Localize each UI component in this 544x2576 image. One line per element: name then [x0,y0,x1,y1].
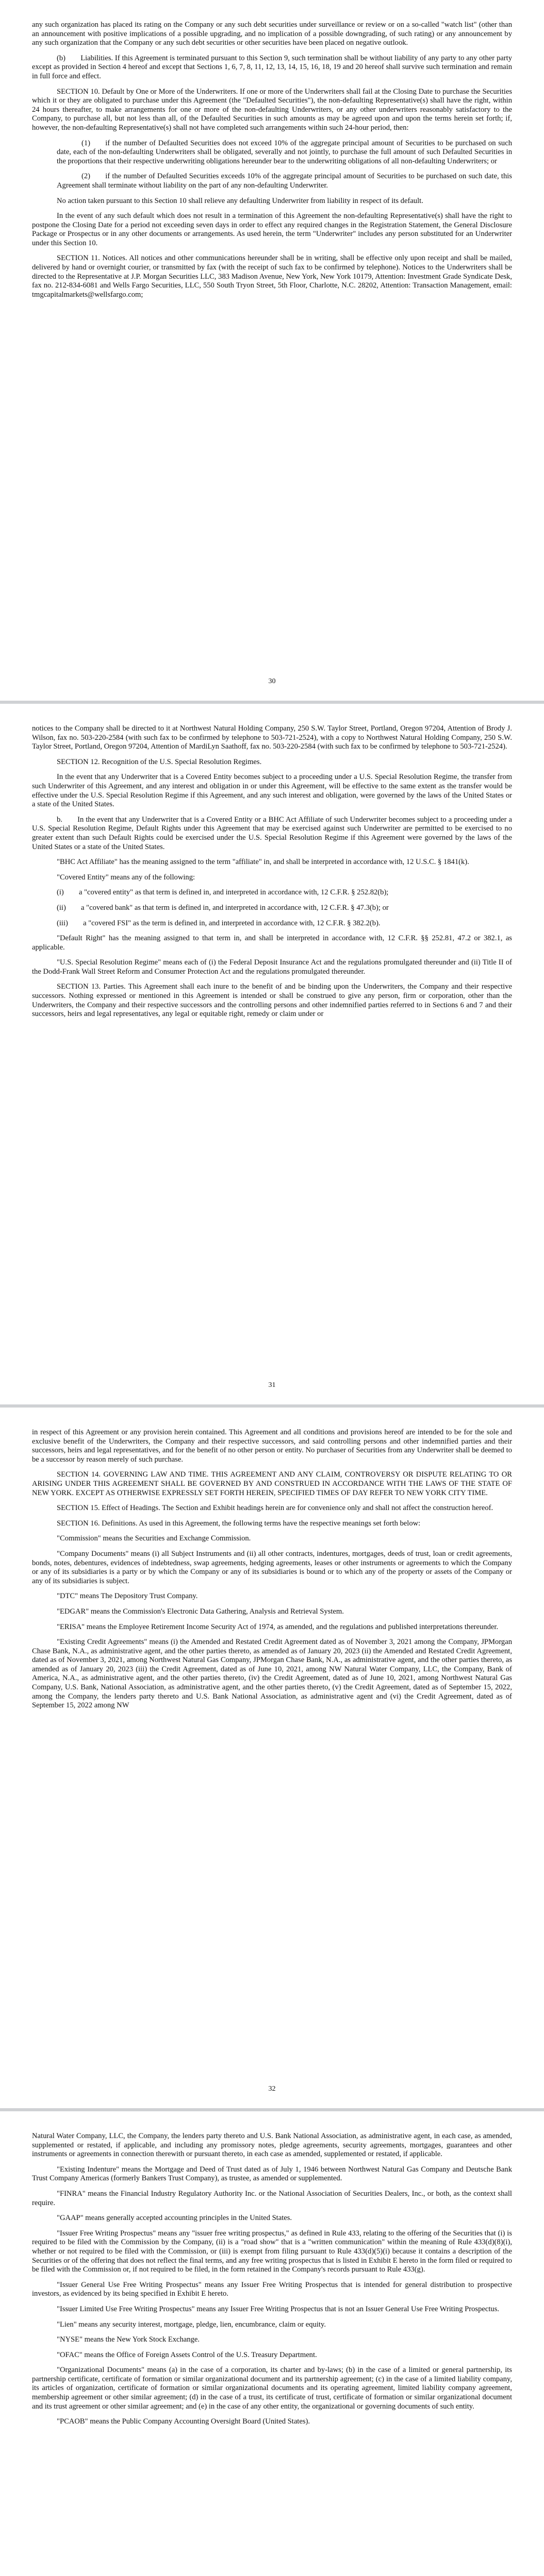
paragraph: In the event that any Underwriter that is a Covered Entity becomes subject to a proceeding under a U.S. Special Resolution Regime, the transfer from such Underwriter of this Agreement, and any interest and obligation in or under this Agreement, will be effective to the same extent as the transfer would be effective under the U.S. Special Resolution Regime if this Agreement, and any such interest and obligation, were governed by the laws of the United States or a state of the United States. [32,773,512,809]
paragraph: SECTION 10. Default by One or More of the Underwriters. If one or more of the Underwriters shall fail at the Closing Date to purchase the Securities which it or they are obligated to purchase under this Agreement (the "Defaulted Securities"), the non-defaulting Representative(s) shall have the right, within 24 hours thereafter, to make arrangements for one or more of the non-defaulting Underwriters, or any other underwriters reasonably satisfactory to the Company, to purchase all, but not less than all, of the Defaulted Securities in such amounts as may be agreed upon and upon the terms herein set forth; if, however, the non-defaulting Representative(s) shall not have completed such arrangements within such 24-hour period, then: [32,87,512,132]
page-number: 30 [268,677,276,686]
paragraph: SECTION 14. GOVERNING LAW AND TIME. THIS AGREEMENT AND ANY CLAIM, CONTROVERSY OR DISPUTE RELATING TO OR ARISING UNDER THIS AGREEMENT SHALL BE GOVERNED BY AND CONSTRUED IN ACCORDANCE WITH THE LAWS OF THE STATE OF NEW YORK. EXCEPT AS OTHERWISE EXPRESSLY SET FORTH HEREIN, SPECIFIED TIMES OF DAY REFER TO NEW YORK CITY TIME. [32,1470,512,1497]
definition: "Company Documents" means (i) all Subject Instruments and (ii) all other contracts, indentures, mortgages, deeds of trust, loan or credit agreements, bonds, notes, debentures, evidences of indebtedness, swap agreements, hedging agreements, leases or other instruments or agreements to which the Company or any of its subsidiaries is a party or by which the Company or any of its subsidiaries is bound or to which any of the property or assets of the Company or any of its subsidiaries is subject. [32,1549,512,1585]
definition: "Issuer Free Writing Prospectus" means any "issuer free writing prospectus," as defined in Rule 433, relating to the offering of the Securities that (i) is required to be filed with the Commission by the Company, (ii) is a "road show" that is a "written communication" within the meaning of Rule 433(d)(8)(i), whether or not required to be filed with the Commission, or (iii) is exempt from filing pursuant to Rule 433(d)(5)(i) because it contains a description of the Securities or of the offering that does not reflect the final terms, and any free writing prospectus that is listed in Exhibit E hereto in the form filed or required to be filed with the Commission or, if not required to be filed, in the form retained in the Company's records pursuant to Rule 433(g). [32,2229,512,2274]
definition: "Issuer General Use Free Writing Prospectus" means any Issuer Free Writing Prospectus that is intended for general distribution to prospective investors, as evidenced by its being specified in Exhibit E hereto. [32,2280,512,2298]
definition-item: (i) a "covered entity" as that term is defined in, and interpreted in accordance with, 12 C.F.R. § 252.82(b); [57,888,389,897]
paragraph: (b) Liabilities. If this Agreement is terminated pursuant to this Section 9, such termination shall be without liability of any party to any other party except as provided in Section 4 hereof and except that Sections 1, 6, 7, 8, 11, 12, 13, 14, 15, 16, 18, 19 and 20 hereof shall survive such termination and remain in full force and effect. [32,54,512,80]
definition: "NYSE" means the New York Stock Exchange. [57,2335,200,2344]
definition: "U.S. Special Resolution Regime" means each of (i) the Federal Deposit Insurance Act and the regulations promulgated thereunder and (ii) Title II of the Dodd-Frank Wall Street Reform and Consumer Protection Act and the regulations promulgated thereunder. [32,958,512,976]
page-number: 32 [268,2085,276,2093]
definition: "Commission" means the Securities and Exchange Commission. [57,1534,251,1543]
document-page [0,1408,544,2108]
definition: "BHC Act Affiliate" has the meaning assigned to the term "affiliate" in, and shall be interpreted in accordance with, 12 U.S.C. § 1841(k). [57,858,469,867]
definition-item: (ii) a "covered bank" as that term is defined in, and interpreted in accordance with, 12 C.F.R. § 47.3(b); or [57,903,389,912]
definition: "Default Right" has the meaning assigned to that term in, and shall be interpreted in accordance with, 12 C.F.R. §§ 252.81, 47.2 or 382.1, as applicable. [32,934,512,952]
section-heading: SECTION 12. Recognition of the U.S. Special Resolution Regimes. [57,757,262,766]
paragraph: No action taken pursuant to this Section 10 shall relieve any defaulting Underwriter from liability in respect of its default. [57,196,423,205]
paragraph: any such organization has placed its rating on the Company or any such debt securities under surveillance or review or on a so-called "watch list" (other than an announcement with positive implications of a possible upgrading, and no implication of a possible downgrading, of such rating) or any announcement by any such organization that the Company or any such debt securities or other securities have been placed on negative outlook. [32,21,512,47]
definition: "Covered Entity" means any of the following: [57,873,195,882]
paragraph: notices to the Company shall be directed to it at Northwest Natural Holding Company, 250 S.W. Taylor Street, Portland, Oregon 97204, Attention of Brody J. Wilson, fax no. 503-220-2584 (with such fax to be confirmed by telephone to 503-721-2524), with a copy to Northwest Natural Holding Company, 250 S.W. Taylor Street, Portland, Oregon 97204, Attention of MardiLyn Saathoff, fax no. 503-220-2584 (with such fax to be confirmed by telephone to 503-721-2524). [32,724,512,751]
paragraph: SECTION 16. Definitions. As used in this Agreement, the following terms have the respective meanings set forth below: [57,1519,421,1528]
paragraph: b. In the event that any Underwriter that is a Covered Entity or a BHC Act Affiliate of such Underwriter becomes subject to a proceeding under a U.S. Special Resolution Regime, Default Rights under this Agreement that may be exercised against such Underwriter are permitted to be exercised to no greater extent than such Default Rights could be exercised under the U.S. Special Resolution Regime if this Agreement were governed by the laws of the United States or a state of the United States. [32,815,512,851]
paragraph: SECTION 13. Parties. This Agreement shall each inure to the benefit of and be binding upon the Underwriters, the Company and their respective successors. Nothing expressed or mentioned in this Agreement is intended or shall be construed to give any person, firm or corporation, other than the Underwriters, the Company and their respective successors and the controlling persons and other indemnified parties referred to in Sections 6 and 7 and their successors, heirs and legal representatives, any legal or equitable right, remedy or claim under or [32,982,512,1019]
definition: "Organizational Documents" means (a) in the case of a corporation, its charter and by-laws; (b) in the case of a limited or general partnership, its partnership certificate, certificate of formation or similar organizational document and its partnership agreement; (c) in the case of a limited liability company, its articles of organization, certificate of formation or similar organizational documents and its operating agreement, limited liability company agreement, membership agreement or other similar agreement; (d) in the case of a trust, its certificate of trust, certificate of formation or similar organizational document and its trust agreement or other similar agreement; and (e) in the case of any other entity, the organizational or governing documents of such entity. [32,2366,512,2411]
definition: "PCAOB" means the Public Company Accounting Oversight Board (United States). [57,2417,310,2426]
definition: "EDGAR" means the Commission's Electronic Data Gathering, Analysis and Retrieval System. [57,1607,344,1616]
definition: "Lien" means any security interest, mortgage, pledge, lien, encumbrance, claim or equity. [57,2320,326,2329]
paragraph: Natural Water Company, LLC, the Company, the lenders party thereto and U.S. Bank National Association, as administrative agent, in each case, as amended, supplemented or restated, if applicable, and including any promissory notes, pledge agreements, security agreements, mortgages, guarantees and other instruments or agreements in connection therewith or pursuant thereto, in each case as amended, supplemented or restated, if applicable. [32,2132,512,2159]
paragraph: in respect of this Agreement or any provision herein contained. This Agreement and all conditions and provisions hereof are intended to be for the sole and exclusive benefit of the Underwriters, the Company and their respective successors, and said controlling persons and other indemnified parties and their successors, heirs and legal representatives, and for the benefit of no other person or entity. No purchaser of Securities from any Underwriter shall be deemed to be a successor by reason merely of such purchase. [32,1428,512,1464]
paragraph: (2) if the number of Defaulted Securities exceeds 10% of the aggregate principal amount of Securities to be purchased on such date, this Agreement shall terminate without liability on the part of any non-defaulting Underwriter. [57,172,512,190]
definition: "FINRA" means the Financial Industry Regulatory Authority Inc. or the National Association of Securities Dealers, Inc., or both, as the context shall require. [32,2189,512,2207]
definition: "Existing Indenture" means the Mortgage and Deed of Trust dated as of July 1, 1946 between Northwest Natural Gas Company and Deutsche Bank Trust Company Americas (formerly Bankers Trust Company), as trustee, as amended or supplemented. [32,2165,512,2183]
definition: "Issuer Limited Use Free Writing Prospectus" means any Issuer Free Writing Prospectus that is not an Issuer General Use Free Writing Prospectus. [57,2304,500,2313]
definition: "OFAC" means the Office of Foreign Assets Control of the U.S. Treasury Department. [57,2350,317,2359]
paragraph: (1) if the number of Defaulted Securities does not exceed 10% of the aggregate principal amount of Securities to be purchased on such date, each of the non-defaulting Underwriters shall be obligated, severally and not jointly, to purchase the full amount of such Defaulted Securities in the proportions that their respective underwriting obligations hereunder bear to the underwriting obligations of all non-defaulting Underwriters; or [57,139,512,165]
definition: "DTC" means The Depository Trust Company. [57,1592,198,1601]
page-number: 31 [268,1381,276,1389]
document-page [0,2111,544,2576]
document-page [0,704,544,1404]
paragraph: In the event of any such default which does not result in a termination of this Agreement the non-defaulting Representative(s) shall have the right to postpone the Closing Date for a period not exceeding seven days in order to effect any required changes in the Registration Statement, the General Disclosure Package or Prospectus or in any other documents or arrangements. As used herein, the term "Underwriter" includes any person substituted for an Underwriter under this Section 10. [32,212,512,247]
paragraph: SECTION 11. Notices. All notices and other communications hereunder shall be in writing, shall be effective only upon receipt and shall be mailed, delivered by hand or overnight courier, or transmitted by fax (with the receipt of such fax to be confirmed by telephone). Notices to the Underwriters shall be directed to the Representative at J.P. Morgan Securities LLC, 383 Madison Avenue, New York, New York 10179, Attention: Investment Grade Syndicate Desk, fax no. 212-834-6081 and Wells Fargo Securities, LLC, 550 South Tryon Street, 5th Floor, Charlotte, N.C. 28202, Attention: Transaction Management, email: tmgcapitalmarkets@wellsfargo.com; [32,254,512,299]
definition: "Existing Credit Agreements" means (i) the Amended and Restated Credit Agreement dated as of November 3, 2021 among the Company, JPMorgan Chase Bank, N.A., as administrative agent, and the other parties thereto, as amended as of January 20, 2023 (ii) the Amended and Restated Credit Agreement, dated as of November 3, 2021, among Northwest Natural Gas Company, JPMorgan Chase Bank, N.A., as administrative agent, and the other parties thereto, as amended as of January 20, 2023 (iii) the Credit Agreement, dated as of June 10, 2021, among NW Natural Water Company, LLC, the Company, Bank of America, N.A., as administrative agent, and the other parties thereto, (iv) the Credit Agreement, dated as of June 10, 2021, among Northwest Natural Gas Company, U.S. Bank, National Association, as administrative agent, and the other parties thereto, (v) the Credit Agreement, dated as of September 15, 2022, among the Company, the lenders party thereto and U.S. Bank National Association, as administrative agent and (vi) the Credit Agreement, dated as of September 15, 2022 among NW [32,1638,512,1710]
definition: "GAAP" means generally accepted accounting principles in the United States. [57,2214,292,2223]
definition: "ERISA" means the Employee Retirement Income Security Act of 1974, as amended, and the regulations and published interpretations thereunder. [57,1622,499,1631]
paragraph: SECTION 15. Effect of Headings. The Section and Exhibit headings herein are for convenience only and shall not affect the construction hereof. [57,1504,493,1513]
document-page [0,0,544,701]
definition-item: (iii) a "covered FSI" as the term is defined in, and interpreted in accordance with, 12 C.F.R. § 382.2(b). [57,919,381,927]
